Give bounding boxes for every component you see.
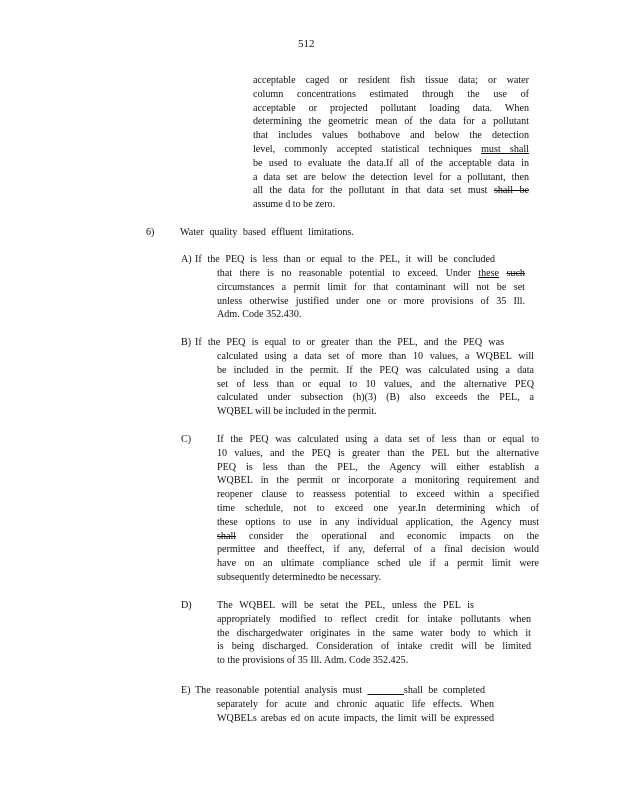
text-line: that includes values bothabove and below the detection bbox=[253, 130, 529, 142]
text-line bbox=[253, 184, 529, 198]
text-line: The WQBEL will be setat the PEL, unless the PEL is bbox=[217, 600, 474, 611]
text-line: time schedule, not to exceed one year.In determining which of bbox=[217, 502, 539, 514]
text-line: these options to use in any individual application, the Agency must bbox=[217, 516, 539, 528]
item-e-first-line bbox=[195, 684, 485, 698]
item-a-body bbox=[217, 267, 525, 322]
text-line: circumstances a permit limit for that contaminant will not be set bbox=[217, 281, 525, 293]
deleted-text: such bbox=[506, 268, 525, 279]
item-a-first-line bbox=[195, 253, 495, 267]
text-segment: consider the operational and economic impacts on the bbox=[249, 530, 539, 542]
text-line: acceptable or projected pollutant loading data. When bbox=[253, 102, 529, 114]
text-line: PEQ is less than the PEL, the Agency will either establish a bbox=[217, 461, 539, 473]
text-line: subsequently determinedto be necessary. bbox=[217, 571, 382, 583]
text-line: If the PEQ was calculated using a data set of less than or equal to bbox=[217, 434, 539, 445]
text-line: determining the geometric mean of the data for a pollutant bbox=[253, 116, 529, 128]
section-title: Water quality based effluent limitations. bbox=[180, 227, 354, 238]
item-b-label: B) bbox=[181, 337, 192, 348]
text-line: column concentrations estimated through the use of bbox=[253, 88, 529, 100]
text-line: If the PEQ is less than or equal to the PEL, it will be concluded bbox=[195, 254, 495, 265]
item-b-first-line bbox=[195, 336, 504, 350]
text-line: calculated using a data set of more than 10 values, a WQBEL will bbox=[217, 351, 534, 362]
item-a-label: A) bbox=[181, 254, 192, 265]
text-line: be used to evaluate the data.If all of the acceptable data in bbox=[253, 157, 529, 169]
deleted-text: shall bbox=[217, 530, 237, 542]
text-line: 10 values, and the PEQ is greater than the PEL but the alternative bbox=[217, 447, 539, 459]
item-d-body bbox=[217, 599, 531, 668]
text-line: a data set are below the detection level for a pollutant, then bbox=[253, 171, 529, 183]
text-line: be included in the permit. If the PEQ was calculated using a data bbox=[217, 364, 534, 376]
item-d-label: D) bbox=[181, 600, 192, 611]
item-c-label: C) bbox=[181, 434, 192, 445]
text-line: have on an ultimate compliance sched ule if a permit limit were bbox=[217, 558, 539, 570]
text-segment: shall be completed bbox=[403, 685, 485, 696]
text-line: permittee and theeffect, if any, deferral of a final decision would bbox=[217, 544, 539, 556]
text-line: unless otherwise justified under one or more provisions of 35 Ill. bbox=[217, 295, 525, 307]
item-b-body bbox=[217, 350, 534, 419]
text-line: assume d to be zero. bbox=[253, 199, 336, 211]
text-segment: level, commonly accepted statistical techniques bbox=[253, 143, 472, 155]
section-number: 6) bbox=[146, 227, 155, 238]
text-line: reopener clause to reassess potential to exceed within a specified bbox=[217, 489, 539, 501]
text-segment: that there is no reasonable potential to exceed. Under bbox=[217, 268, 471, 279]
page-number: 512 bbox=[298, 38, 315, 50]
text-line bbox=[195, 684, 485, 698]
text-line bbox=[217, 267, 525, 281]
inserted-text: these bbox=[478, 268, 500, 279]
item-e-body bbox=[217, 698, 494, 726]
text-line: WQBELs arebas ed on acute impacts, the limit will be expressed bbox=[217, 712, 494, 724]
text-line: to the provisions of 35 Ill. Adm. Code 352.425. bbox=[217, 655, 409, 667]
text-line: is being discharged. Consideration of intake credit will be limited bbox=[217, 641, 531, 653]
continuation-paragraph bbox=[253, 74, 529, 212]
text-segment: all the data for the pollutant in that data set must bbox=[253, 185, 488, 197]
text-line: WQBEL will be included in the permit. bbox=[217, 406, 377, 418]
text-line: appropriately modified to reflect credit for intake pollutants when bbox=[217, 613, 531, 625]
inserted-text: must shall bbox=[481, 143, 529, 155]
text-line: acceptable caged or resident fish tissue data; or water bbox=[253, 75, 529, 86]
deleted-text: shall be bbox=[493, 185, 529, 197]
item-e-label: E) bbox=[181, 685, 191, 696]
text-line: separately for acute and chronic aquatic life effects. When bbox=[217, 699, 494, 710]
text-line: If the PEQ is equal to or greater than the PEL, and the PEQ was bbox=[195, 337, 504, 348]
text-line: WQBEL in the permit or incorporate a monitoring requirement and bbox=[217, 475, 539, 487]
text-line bbox=[253, 143, 529, 157]
text-line bbox=[217, 530, 539, 544]
insertion-blank bbox=[367, 685, 404, 696]
text-line: set of less than or equal to 10 values, and the alternative PEQ bbox=[217, 378, 534, 390]
text-line: calculated under subsection (h)(3) (B) also exceeds the PEL, a bbox=[217, 392, 534, 404]
text-line: the dischargedwater originates in the same water body to which it bbox=[217, 627, 531, 639]
text-line: Adm. Code 352.430. bbox=[217, 309, 302, 321]
item-c-body bbox=[217, 433, 539, 585]
text-segment: The reasonable potential analysis must bbox=[195, 685, 363, 696]
